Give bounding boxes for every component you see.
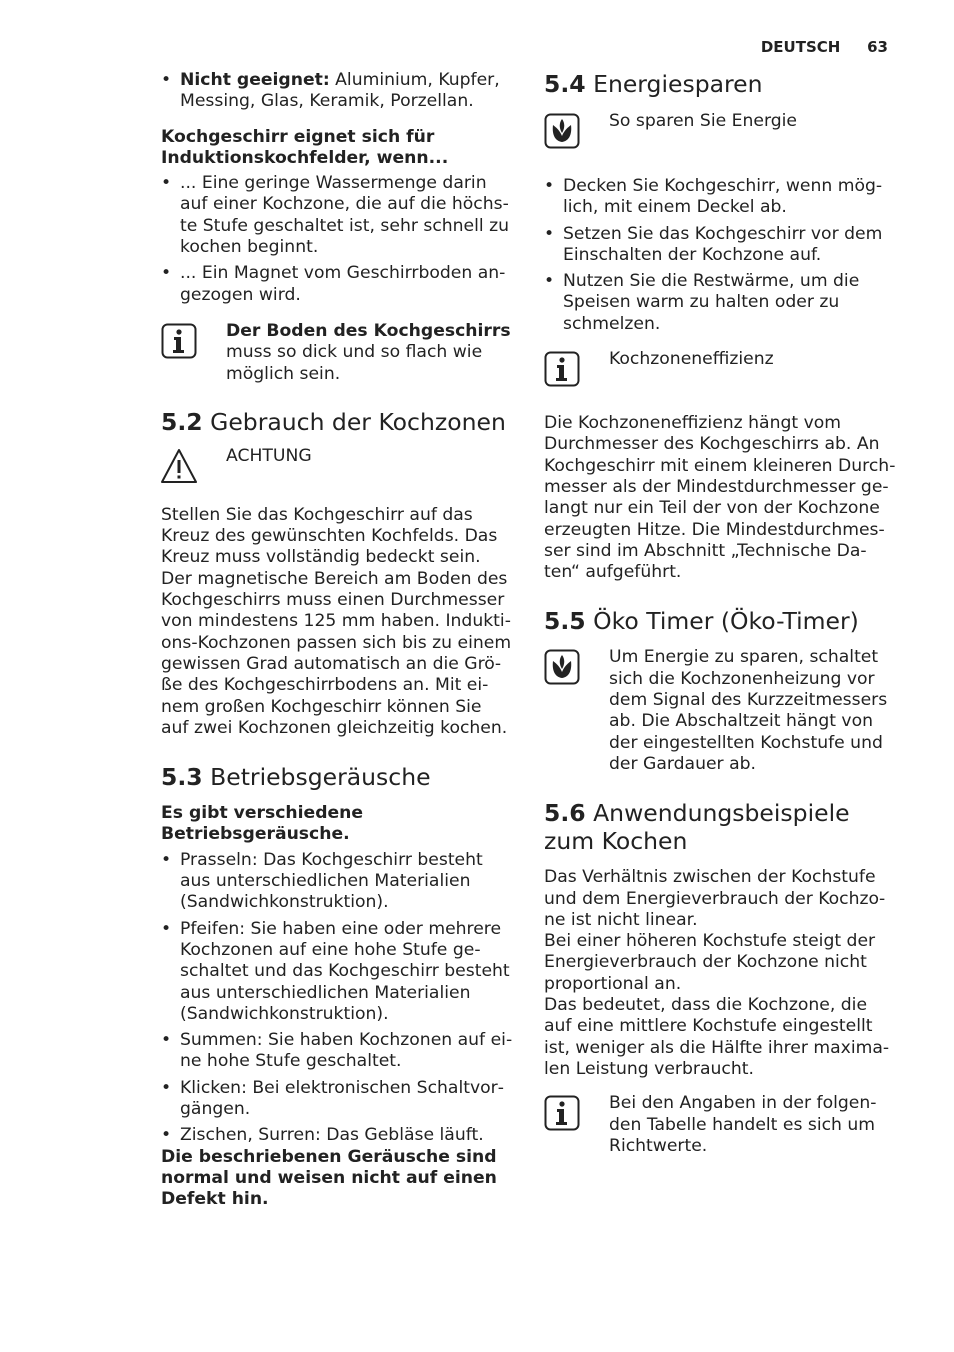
unsuitable-label: Nicht geeignet: xyxy=(180,70,330,90)
eco-leaf-icon xyxy=(544,113,580,149)
page-header xyxy=(761,38,888,56)
list-item: • ... Eine geringe Wassermenge darin auf einer Kochzone, die auf die höchste Stufe geschaltet ist, sehr schnell zu kochen beginnt. xyxy=(161,173,513,258)
section-heading-5-6: 5.6 Anwendungsbeispiele zum Kochen xyxy=(544,799,850,856)
list-item: • Summen: Sie haben Kochzonen auf eine hohe Stufe geschaltet. xyxy=(161,1030,513,1073)
info-note-text: Kochzoneneffizienz xyxy=(609,349,774,370)
list-item xyxy=(161,70,513,113)
info-note-text: Bei den Angaben in der folgenden Tabelle handelt es sich um Richtwerte. xyxy=(609,1093,877,1156)
info-note xyxy=(544,349,896,387)
list-item: • Klicken: Bei elektronischen Schaltvorgängen. xyxy=(161,1078,513,1121)
warning-note xyxy=(161,446,513,484)
list-item: • Nutzen Sie die Restwärme, um die Speisen warm zu halten oder zu schmelzen. xyxy=(544,271,896,335)
info-note-text: muss so dick und so flach wie möglich sein. xyxy=(226,342,483,384)
list-item: • Decken Sie Kochgeschirr, wenn möglich, mit einem Deckel ab. xyxy=(544,176,896,219)
info-note xyxy=(161,321,513,385)
section-5-4-body: Die Kochzoneneffizienz hängt vom Durchmesser des Kochgeschirrs ab. An Kochgeschirr mit einem kleineren Durchmesser als der Mindestdurchmesser gelangt nur ein Teil der von der Kochzone erzeugten Hitze. Die Mindestdurchmesser sind im Abschnitt „Technische Daten“ aufgeführt. xyxy=(544,413,896,583)
list-item: • Pfeifen: Sie haben eine oder mehrere Kochzonen auf eine hohe Stufe geschaltet und das Kochgeschirr besteht aus unterschiedlichen Materialien (Sandwichkonstruktion). xyxy=(161,919,513,1025)
unsuitable-list xyxy=(161,70,513,113)
section-heading-5-5: 5.5 Öko Timer (Öko-Timer) xyxy=(544,607,859,636)
section-heading-5-3: 5.3 Betriebsgeräusche xyxy=(161,763,431,792)
info-note xyxy=(544,1093,896,1157)
section-heading-5-4: 5.4 Energiesparen xyxy=(544,70,763,98)
info-icon xyxy=(161,323,197,359)
left-column xyxy=(161,70,513,1210)
energy-list xyxy=(544,176,896,335)
warning-icon xyxy=(161,448,197,484)
eco-note-text: Um Energie zu sparen, schaltet sich die Kochzonenheizung vor dem Signal des Kurzzeitmessers ab. Die Abschaltzeit hängt von der eingestellten Kochstufe und der Gardauer ab. xyxy=(609,647,888,774)
section-5-2-body: Stellen Sie das Kochgeschirr auf das Kreuz des gewünschten Kochfelds. Das Kreuz muss vollständig bedeckt sein. Der magnetische Bereich am Boden des Kochgeschirrs muss einen Durchmesser von mindestens 125 mm haben. Induktions-Kochzonen passen sich bis zu einem gewissen Grad automatisch an die Größe des Kochgeschirrbodens an. Mit einem großen Kochgeschirr können Sie auf zwei Kochzonen gleichzeitig kochen. xyxy=(161,504,512,738)
section-5-6-para: Das Verhältnis zwischen der Kochstufe und dem Energieverbrauch der Kochzone ist nicht linear. xyxy=(544,867,886,930)
section-5-3-outro: Die beschriebenen Geräusche sind normal und weisen nicht auf einen Defekt hin. xyxy=(161,1146,497,1210)
header-language: DEUTSCH xyxy=(760,38,841,56)
section-5-6-para: Das bedeutet, dass die Kochzone, die auf eine mittlere Kochstufe eingestellt ist, weniger als die Hälfte ihrer maximalen Leistung verbraucht. xyxy=(544,995,890,1079)
info-note-bold: Der Boden des Kochgeschirrs xyxy=(226,320,511,341)
list-item: • Zischen, Surren: Das Gebläse läuft. xyxy=(161,1125,513,1146)
eco-note xyxy=(544,647,896,775)
unsuitable-text: Aluminium, Kupfer, Messing, Glas, Keramik, Porzellan. xyxy=(180,70,500,112)
page-number: 63 xyxy=(867,38,888,56)
info-icon xyxy=(544,1095,580,1131)
section-heading-5-2: 5.2 Gebrauch der Kochzonen xyxy=(161,407,506,436)
suitable-list xyxy=(161,173,513,306)
suitable-heading: Kochgeschirr eignet sich für Induktionskochfelder, wenn... xyxy=(161,126,449,168)
noise-list xyxy=(161,850,513,1147)
list-item: • ... Ein Magnet vom Geschirrboden angezogen wird. xyxy=(161,263,513,306)
section-5-3-intro: Es gibt verschiedene Betriebsgeräusche. xyxy=(161,803,364,845)
eco-note xyxy=(544,111,896,149)
right-column xyxy=(544,70,896,1157)
info-icon xyxy=(544,351,580,387)
section-5-6-para: Bei einer höheren Kochstufe steigt der Energieverbrauch der Kochzone nicht proportional an. xyxy=(544,931,876,994)
list-item: • Prasseln: Das Kochgeschirr besteht aus unterschiedlichen Materialien (Sandwichkonstruktion). xyxy=(161,850,513,914)
list-item: • Setzen Sie das Kochgeschirr vor dem Einschalten der Kochzone auf. xyxy=(544,224,896,267)
eco-note-text: So sparen Sie Energie xyxy=(609,111,797,131)
warning-label: ACHTUNG xyxy=(226,445,312,466)
eco-leaf-icon xyxy=(544,649,580,685)
